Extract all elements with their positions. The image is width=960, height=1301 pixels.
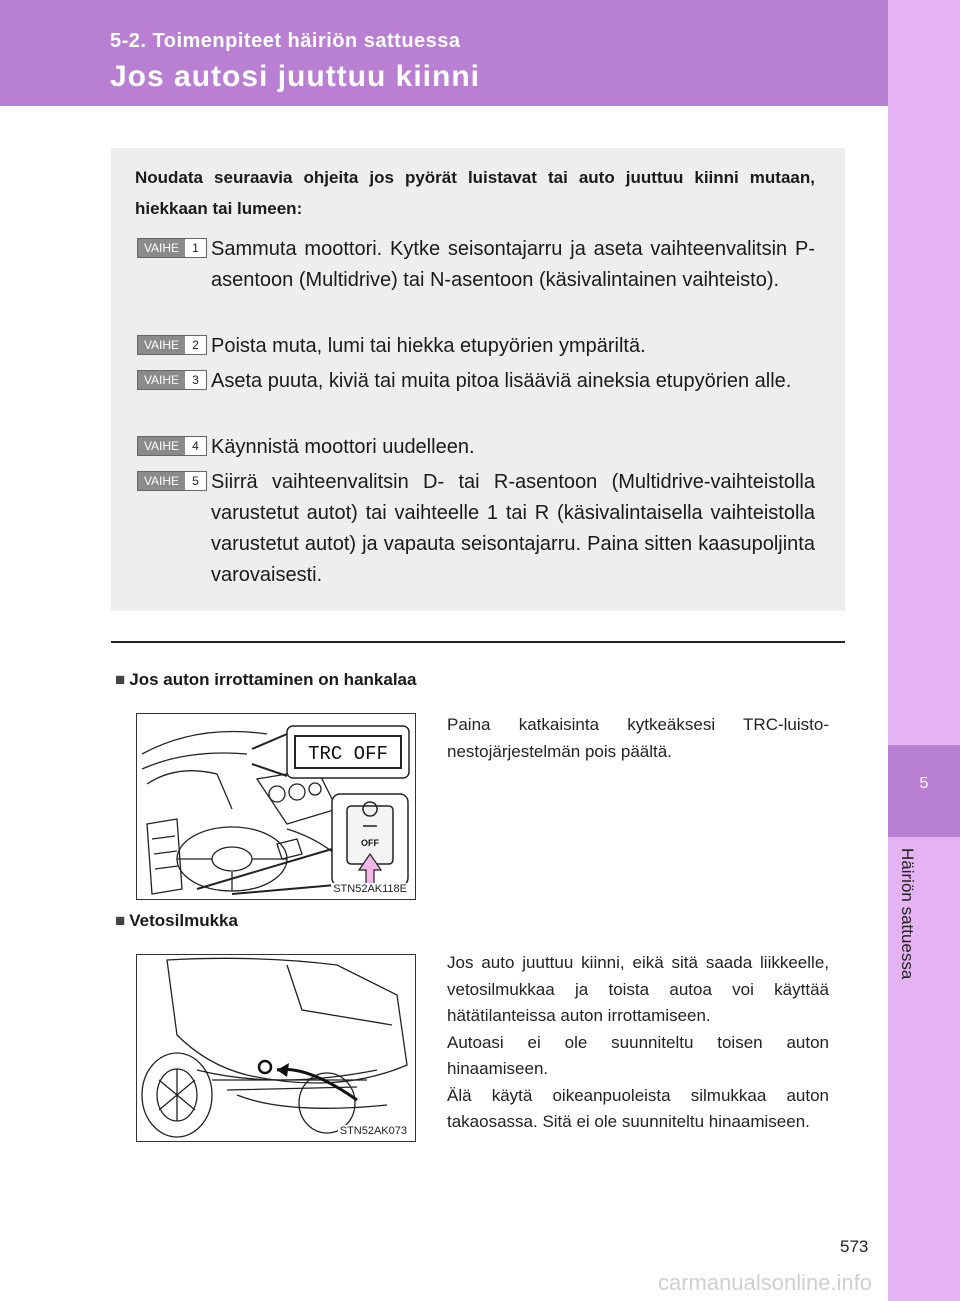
towing-eyelet-description: Jos auto juuttuu kiinni, eikä sitä saada liikkeelle, vetosilmukkaa ja toista autoa voi käyttää hätätilanteissa auton irrottamiseen. Autoasi ei ole suunniteltu toisen auton hinaamiseen. Älä käytä oikeanpuoleista silmukkaa auton takaosassa. Sitä ei ole suunniteltu hinaamiseen.: [447, 953, 829, 1131]
trc-description: Paina katkaisinta kytkeäksesi TRC-luistonestojärjestelmän pois päältä.: [447, 715, 829, 761]
chapter-side-strip: [888, 0, 960, 1301]
towing-eyelet-icon: [259, 1061, 271, 1073]
page-number: 573: [840, 1237, 869, 1256]
step-4: [137, 432, 815, 463]
chapter-number: 5: [919, 775, 929, 792]
subheading-text: Jos auton irrottaminen on hankalaa: [129, 670, 417, 689]
subheading-towing-eyelet: [115, 911, 238, 931]
step-text: Siirrä vaihteenvalitsin D- tai R-asentoon (Multidrive-vaihteistolla varustetut autot) tai vaihteelle 1 tai R (käsivalintaisella vaihteistolla varustetut autot) ja vapauta seisontajarru. Paina sitten kaasupoljinta varovaisesti.: [211, 471, 815, 586]
step-3: [137, 366, 815, 397]
step-text: Käynnistä moottori uudelleen.: [211, 436, 475, 458]
step-text: Aseta puuta, kiviä tai muita pitoa lisääviä aineksia etupyörien alle.: [211, 370, 792, 392]
step-1: [137, 234, 815, 296]
step-text: Poista muta, lumi tai hiekka etupyörien ympäriltä.: [211, 335, 646, 357]
step-badge-number: 5: [192, 474, 199, 488]
page-title: Jos autosi juuttuu kiinni: [110, 60, 480, 93]
step-badge: [137, 238, 207, 258]
trc-switch-illustration: [136, 713, 416, 900]
figure-code: STN52AK118E: [333, 883, 407, 895]
square-bullet-icon: ■: [115, 911, 126, 930]
chapter-label: Häiriön sattuessa: [898, 848, 917, 980]
page-header: [0, 0, 888, 106]
step-badge-number: 3: [192, 373, 199, 387]
step-badge: [137, 436, 207, 456]
step-badge-number: 2: [192, 338, 199, 352]
rear-car-drawing: [137, 955, 415, 1141]
figure-code: STN52AK073: [339, 1125, 407, 1137]
towing-eyelet-illustration: [136, 954, 416, 1142]
step-2: [137, 331, 815, 362]
square-bullet-icon: ■: [115, 670, 126, 689]
section-title: 5-2. Toimenpiteet häiriön sattuessa: [110, 30, 461, 52]
pointer-arrow-icon: [277, 1063, 289, 1077]
trc-off-display-text: TRC OFF: [308, 743, 388, 765]
chapter-tab: [888, 745, 960, 837]
section-divider: [111, 641, 845, 643]
subheading-trc: [115, 670, 416, 690]
step-badge: [137, 370, 207, 390]
step-badge-label: VAIHE: [138, 336, 185, 354]
watermark: carmanualsonline.info: [658, 1270, 873, 1295]
step-badge-label: VAIHE: [138, 239, 185, 257]
step-badge-label: VAIHE: [138, 437, 185, 455]
step-badge-number: 4: [192, 439, 199, 453]
step-badge: [137, 471, 207, 491]
dashboard-drawing: [137, 714, 415, 899]
subheading-text: Vetosilmukka: [129, 911, 238, 930]
step-badge: [137, 335, 207, 355]
step-badge-label: VAIHE: [138, 371, 185, 389]
steps-intro: Noudata seuraavia ohjeita jos pyörät luistavat tai auto juuttuu kiinni mutaan, hiekkaan tai lumeen:: [135, 168, 815, 218]
step-5: [137, 467, 815, 591]
step-text: Sammuta moottori. Kytke seisontajarru ja aseta vaihteenvalitsin P-asentoon (Multidrive) tai N-asentoon (käsivalintainen vaihteisto).: [211, 238, 815, 291]
step-badge-label: VAIHE: [138, 472, 185, 490]
off-button-label: OFF: [361, 838, 379, 848]
step-badge-number: 1: [192, 241, 199, 255]
